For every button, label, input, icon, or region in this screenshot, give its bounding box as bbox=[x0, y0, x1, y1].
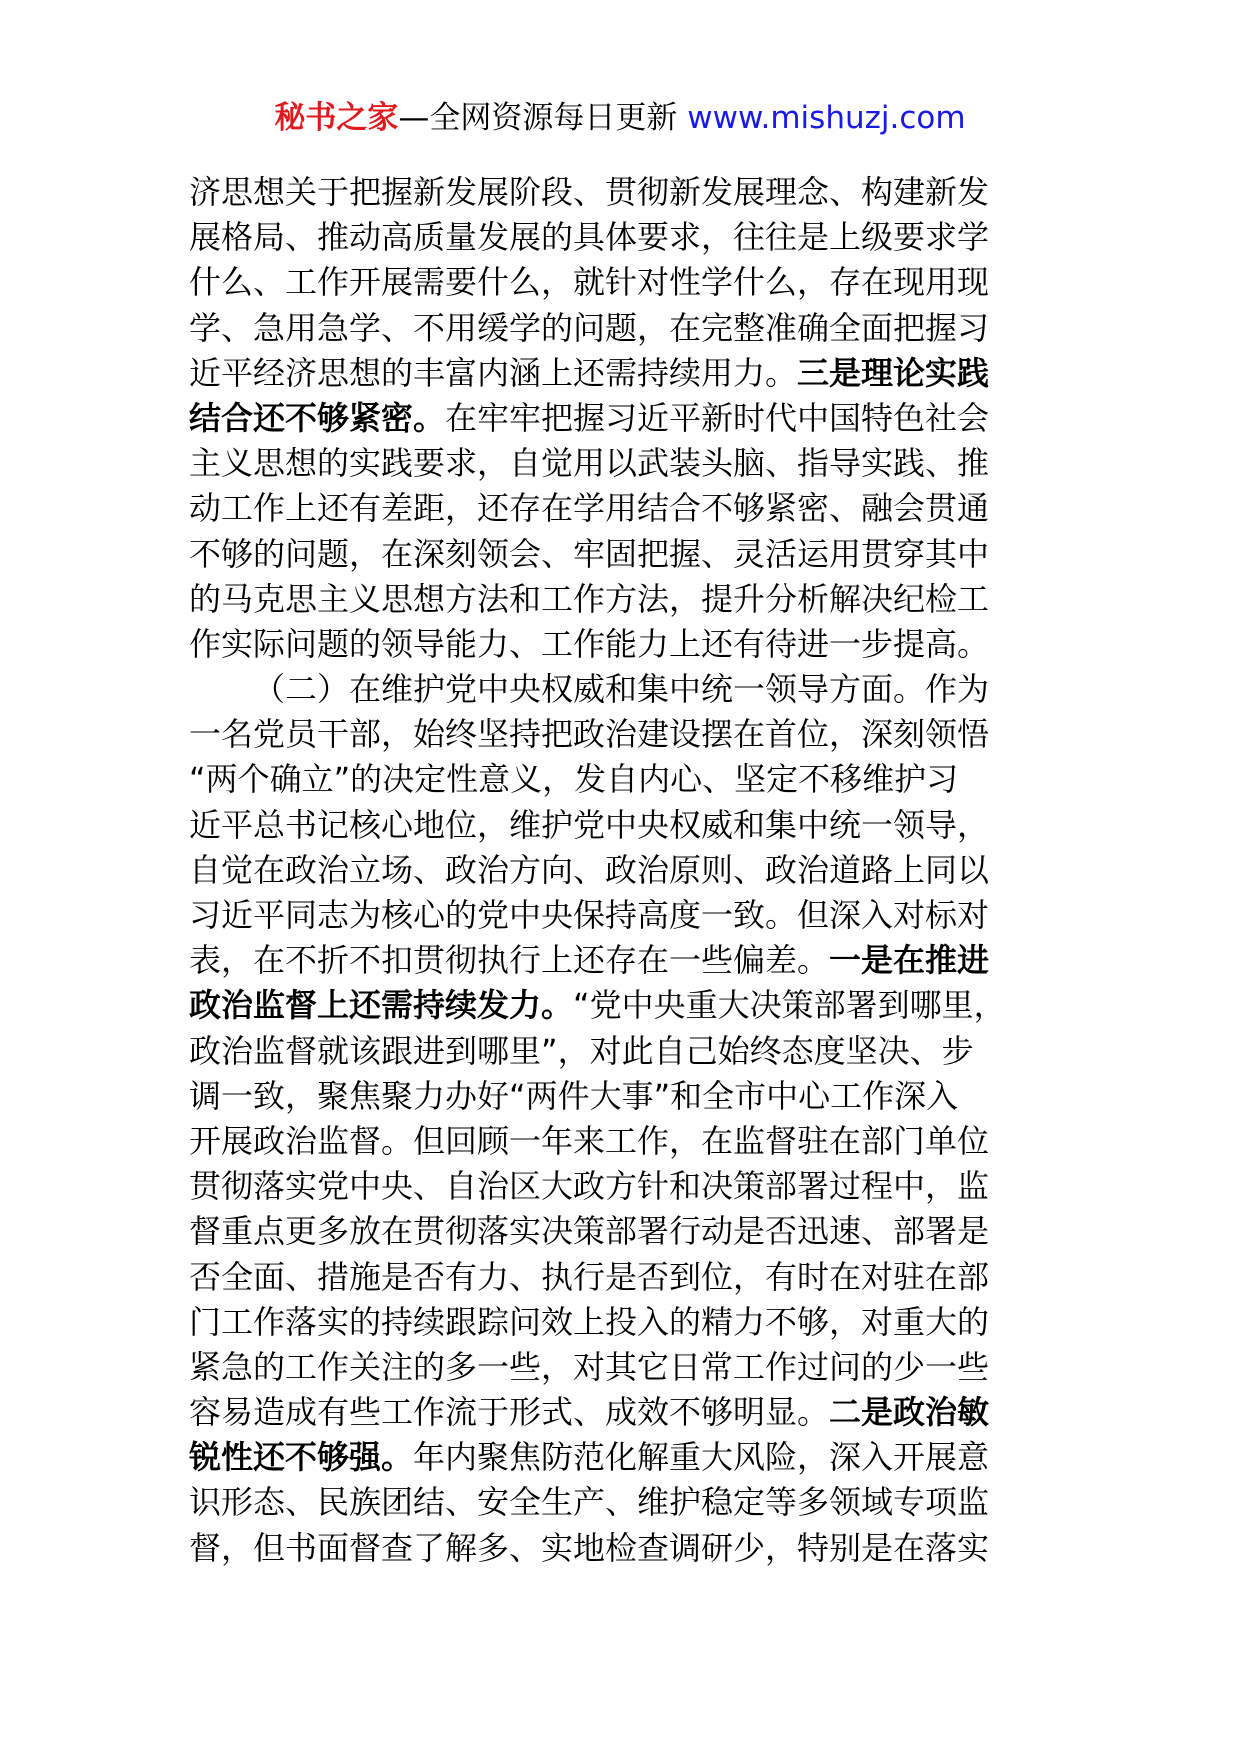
text-line bbox=[189, 215, 1069, 260]
text-line bbox=[189, 396, 1069, 441]
text-segment: 学、急用急学、不用缓学的问题，在完整准确全面把握习 bbox=[189, 308, 990, 347]
text-line bbox=[189, 1390, 1069, 1435]
text-segment: 动工作上还有差距，还存在学用结合不够紧密、融会贯通 bbox=[189, 489, 990, 528]
text-segment: 紧急的工作关注的多一些，对其它日常工作过问的少一些 bbox=[189, 1347, 990, 1386]
text-line bbox=[189, 1300, 1069, 1345]
text-line bbox=[189, 1255, 1069, 1300]
text-segment: 的马克思主义思想方法和工作方法，提升分析解决纪检工 bbox=[189, 579, 990, 618]
bold-heading-segment: 政治监督上还需持续发力。 bbox=[189, 986, 574, 1025]
text-line bbox=[189, 803, 1069, 848]
text-segment: 济思想关于把握新发展阶段、贯彻新发展理念、构建新发 bbox=[189, 173, 990, 211]
text-line bbox=[189, 1480, 1069, 1525]
text-segment: 近平经济思想的丰富内涵上还需持续用力。 bbox=[189, 353, 798, 392]
text-segment: 年内聚焦防范化解重大风险，深入开展意 bbox=[413, 1438, 990, 1477]
text-segment: 主义思想的实践要求，自觉用以武装头脑、指导实践、推 bbox=[189, 444, 990, 483]
page-header bbox=[0, 98, 1240, 138]
text-line bbox=[189, 1345, 1069, 1390]
text-segment: 政治监督就该跟进到哪里”，对此自己始终态度坚决、步 bbox=[189, 1031, 974, 1070]
text-line bbox=[189, 351, 1069, 396]
text-segment: 门工作落实的持续跟踪问效上投入的精力不够，对重大的 bbox=[189, 1302, 990, 1341]
text-segment: 自觉在政治立场、政治方向、政治原则、政治道路上同以 bbox=[189, 850, 990, 889]
bold-heading-segment: 三是理论实践 bbox=[797, 353, 990, 392]
text-segment: 督，但书面督查了解多、实地检查调研少，特别是在落实 bbox=[189, 1528, 990, 1567]
text-segment: 贯彻落实党中央、自治区大政方针和决策部署过程中，监 bbox=[189, 1167, 990, 1206]
text-line bbox=[189, 486, 1069, 531]
text-line bbox=[189, 1209, 1069, 1254]
text-segment: 开展政治监督。但回顾一年来工作，在监督驻在部门单位 bbox=[189, 1121, 990, 1160]
text-line bbox=[189, 1526, 1069, 1571]
site-brand: 秘书之家 bbox=[274, 100, 399, 136]
text-segment: 近平总书记核心地位，维护党中央权威和集中统一领导， bbox=[189, 805, 990, 844]
text-line bbox=[189, 532, 1069, 577]
bold-heading-segment: 二是政治敏 bbox=[829, 1393, 990, 1432]
text-segment: “党中央重大决策部署到哪里， bbox=[573, 986, 1006, 1025]
text-line bbox=[189, 260, 1069, 305]
text-segment: “两个确立”的决定性意义，发自内心、坚定不移维护习 bbox=[189, 760, 959, 799]
bold-heading-segment: 结合还不够紧密。 bbox=[189, 398, 446, 437]
text-segment: 不够的问题，在深刻领会、牢固把握、灵活运用贯穿其中 bbox=[189, 534, 990, 573]
text-segment: 识形态、民族团结、安全生产、维护稳定等多领域专项监 bbox=[189, 1483, 990, 1522]
text-line bbox=[189, 757, 1069, 802]
text-line bbox=[189, 1029, 1069, 1074]
text-line bbox=[189, 1435, 1069, 1480]
text-line bbox=[189, 712, 1069, 757]
text-segment: 展格局、推动高质量发展的具体要求，往往是上级要求学 bbox=[189, 218, 990, 257]
text-line bbox=[189, 441, 1069, 486]
text-segment: 督重点更多放在贯彻落实决策部署行动是否迅速、部署是 bbox=[189, 1212, 990, 1251]
text-segment: 表，在不折不扣贯彻执行上还存在一些偏差。 bbox=[189, 941, 830, 980]
text-line bbox=[189, 1119, 1069, 1164]
text-segment: 调一致，聚焦聚力办好“两件大事”和全市中心工作深入 bbox=[189, 1076, 959, 1115]
site-tagline: —全网资源每日更新 bbox=[398, 100, 688, 136]
text-line bbox=[189, 306, 1069, 351]
document-body bbox=[189, 170, 1069, 1571]
text-line bbox=[189, 622, 1069, 667]
text-line bbox=[189, 577, 1069, 622]
site-url: www.mishuzj.com bbox=[687, 100, 966, 136]
text-segment: 作实际问题的领导能力、工作能力上还有待进一步提高。 bbox=[189, 624, 990, 663]
text-segment: 习近平同志为核心的党中央保持高度一致。但深入对标对 bbox=[189, 896, 990, 934]
text-line bbox=[189, 938, 1069, 983]
text-line bbox=[189, 893, 1069, 938]
text-line bbox=[189, 848, 1069, 893]
text-segment: 容易造成有些工作流于形式、成效不够明显。 bbox=[189, 1393, 830, 1432]
text-segment: 什么、工作开展需要什么，就针对性学什么，存在现用现 bbox=[189, 263, 990, 302]
text-line bbox=[189, 1164, 1069, 1209]
bold-heading-segment: 锐性还不够强。 bbox=[189, 1438, 414, 1477]
text-segment: 一名党员干部，始终坚持把政治建设摆在首位，深刻领悟 bbox=[189, 715, 990, 754]
text-segment: （二）在维护党中央权威和集中统一领导方面。作为 bbox=[253, 670, 990, 709]
text-line bbox=[189, 983, 1069, 1028]
text-line bbox=[189, 1074, 1069, 1119]
text-segment: 在牢牢把握习近平新时代中国特色社会 bbox=[445, 398, 990, 437]
text-line bbox=[189, 667, 1069, 712]
text-line bbox=[189, 170, 1069, 215]
text-segment: 否全面、措施是否有力、执行是否到位，有时在对驻在部 bbox=[189, 1257, 990, 1296]
bold-heading-segment: 一是在推进 bbox=[829, 941, 990, 980]
